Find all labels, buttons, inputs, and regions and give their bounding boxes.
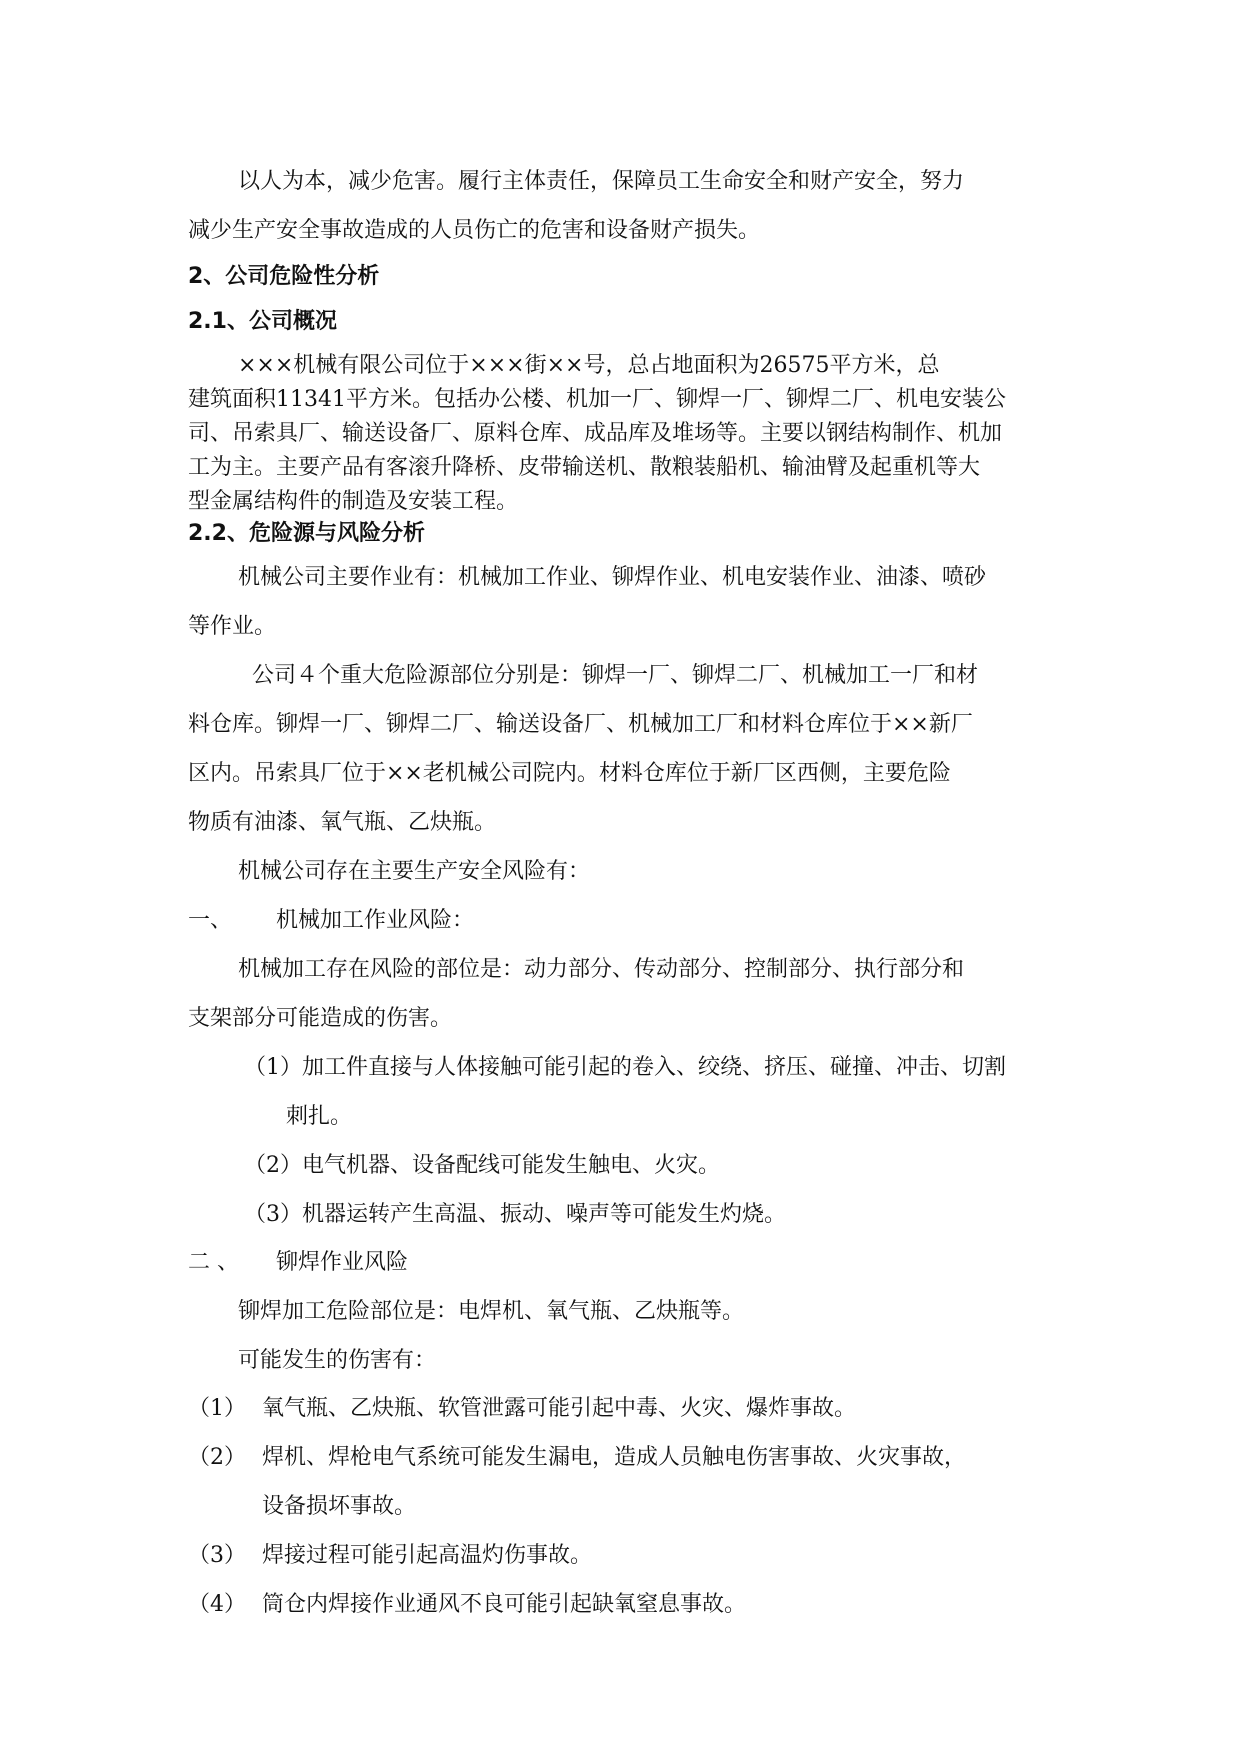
paragraph-line: 机械公司存在主要生产安全风险有： xyxy=(238,859,591,884)
subsection-heading: 2.2、危险源与风险分析 xyxy=(188,521,425,546)
list-title: 机械加工作业风险： xyxy=(276,908,475,933)
paragraph-line: 型金属结构件的制造及安装工程。 xyxy=(188,489,519,514)
paragraph-line: 公司４个重大危险源部位分别是：铆焊一厂、铆焊二厂、机械加工一厂和材 xyxy=(252,663,979,688)
list-number: （4） xyxy=(188,1592,246,1617)
list-item-continuation: 设备损坏事故。 xyxy=(262,1494,417,1519)
list-number: （2） xyxy=(244,1153,302,1178)
list-item-text: 氧气瓶、乙炔瓶、软管泄露可能引起中毒、火灾、爆炸事故。 xyxy=(262,1396,857,1421)
list-number: （3） xyxy=(244,1202,302,1227)
list-item-text: 电气机器、设备配线可能发生触电、火灾。 xyxy=(302,1153,721,1178)
paragraph-line: 可能发生的伤害有： xyxy=(238,1348,437,1373)
paragraph-line: 司、吊索具厂、输送设备厂、原料仓库、成品库及堆场等。主要以钢结构制作、机加 xyxy=(188,421,1003,446)
paragraph-line: 等作业。 xyxy=(188,614,277,639)
paragraph-line: 以人为本，减少危害。履行主体责任，保障员工生命安全和财产安全，努力 xyxy=(238,169,965,194)
list-title: 铆焊作业风险 xyxy=(276,1250,409,1275)
paragraph-line: 建筑面积11341平方米。包括办公楼、机加一厂、铆焊一厂、铆焊二厂、机电安装公 xyxy=(188,387,1006,412)
paragraph-line: 铆焊加工危险部位是：电焊机、氧气瓶、乙炔瓶等。 xyxy=(238,1299,745,1324)
list-number: （1） xyxy=(188,1396,246,1421)
list-item-text: 加工件直接与人体接触可能引起的卷入、绞绕、挤压、碰撞、冲击、切割 xyxy=(302,1055,1007,1080)
list-number: （2） xyxy=(188,1445,246,1470)
list-number: （3） xyxy=(188,1543,246,1568)
paragraph-line: 料仓库。铆焊一厂、铆焊二厂、输送设备厂、机械加工厂和材料仓库位于××新厂 xyxy=(188,712,973,737)
paragraph-line: 支架部分可能造成的伤害。 xyxy=(188,1006,453,1031)
paragraph-line: 区内。吊索具厂位于××老机械公司院内。材料仓库位于新厂区西侧，主要危险 xyxy=(188,761,951,786)
paragraph-line: 工为主。主要产品有客滚升降桥、皮带输送机、散粮装船机、输油臂及起重机等大 xyxy=(188,455,981,480)
paragraph-line: 物质有油漆、氧气瓶、乙炔瓶。 xyxy=(188,810,497,835)
subsection-heading: 2.1、公司概况 xyxy=(188,309,337,334)
list-number: （1） xyxy=(244,1055,302,1080)
paragraph-line: 机械公司主要作业有：机械加工作业、铆焊作业、机电安装作业、油漆、喷砂 xyxy=(238,565,987,590)
section-heading: 2、公司危险性分析 xyxy=(188,264,380,289)
paragraph-line: 减少生产安全事故造成的人员伤亡的危害和设备财产损失。 xyxy=(188,218,761,243)
list-number: 一、 xyxy=(188,908,233,933)
list-item-text: 筒仓内焊接作业通风不良可能引起缺氧窒息事故。 xyxy=(262,1592,747,1617)
paragraph-line: 机械加工存在风险的部位是：动力部分、传动部分、控制部分、执行部分和 xyxy=(238,957,965,982)
list-item-continuation: 刺扎。 xyxy=(286,1104,353,1129)
paragraph-line: ×××机械有限公司位于×××街××号，总占地面积为26575平方米，总 xyxy=(238,353,940,378)
list-item-text: 机器运转产生高温、振动、噪声等可能发生灼烧。 xyxy=(302,1202,787,1227)
list-number: 二 、 xyxy=(188,1250,239,1275)
list-item-text: 焊接过程可能引起高温灼伤事故。 xyxy=(262,1543,593,1568)
list-item-text: 焊机、焊枪电气系统可能发生漏电，造成人员触电伤害事故、火灾事故， xyxy=(262,1445,967,1470)
